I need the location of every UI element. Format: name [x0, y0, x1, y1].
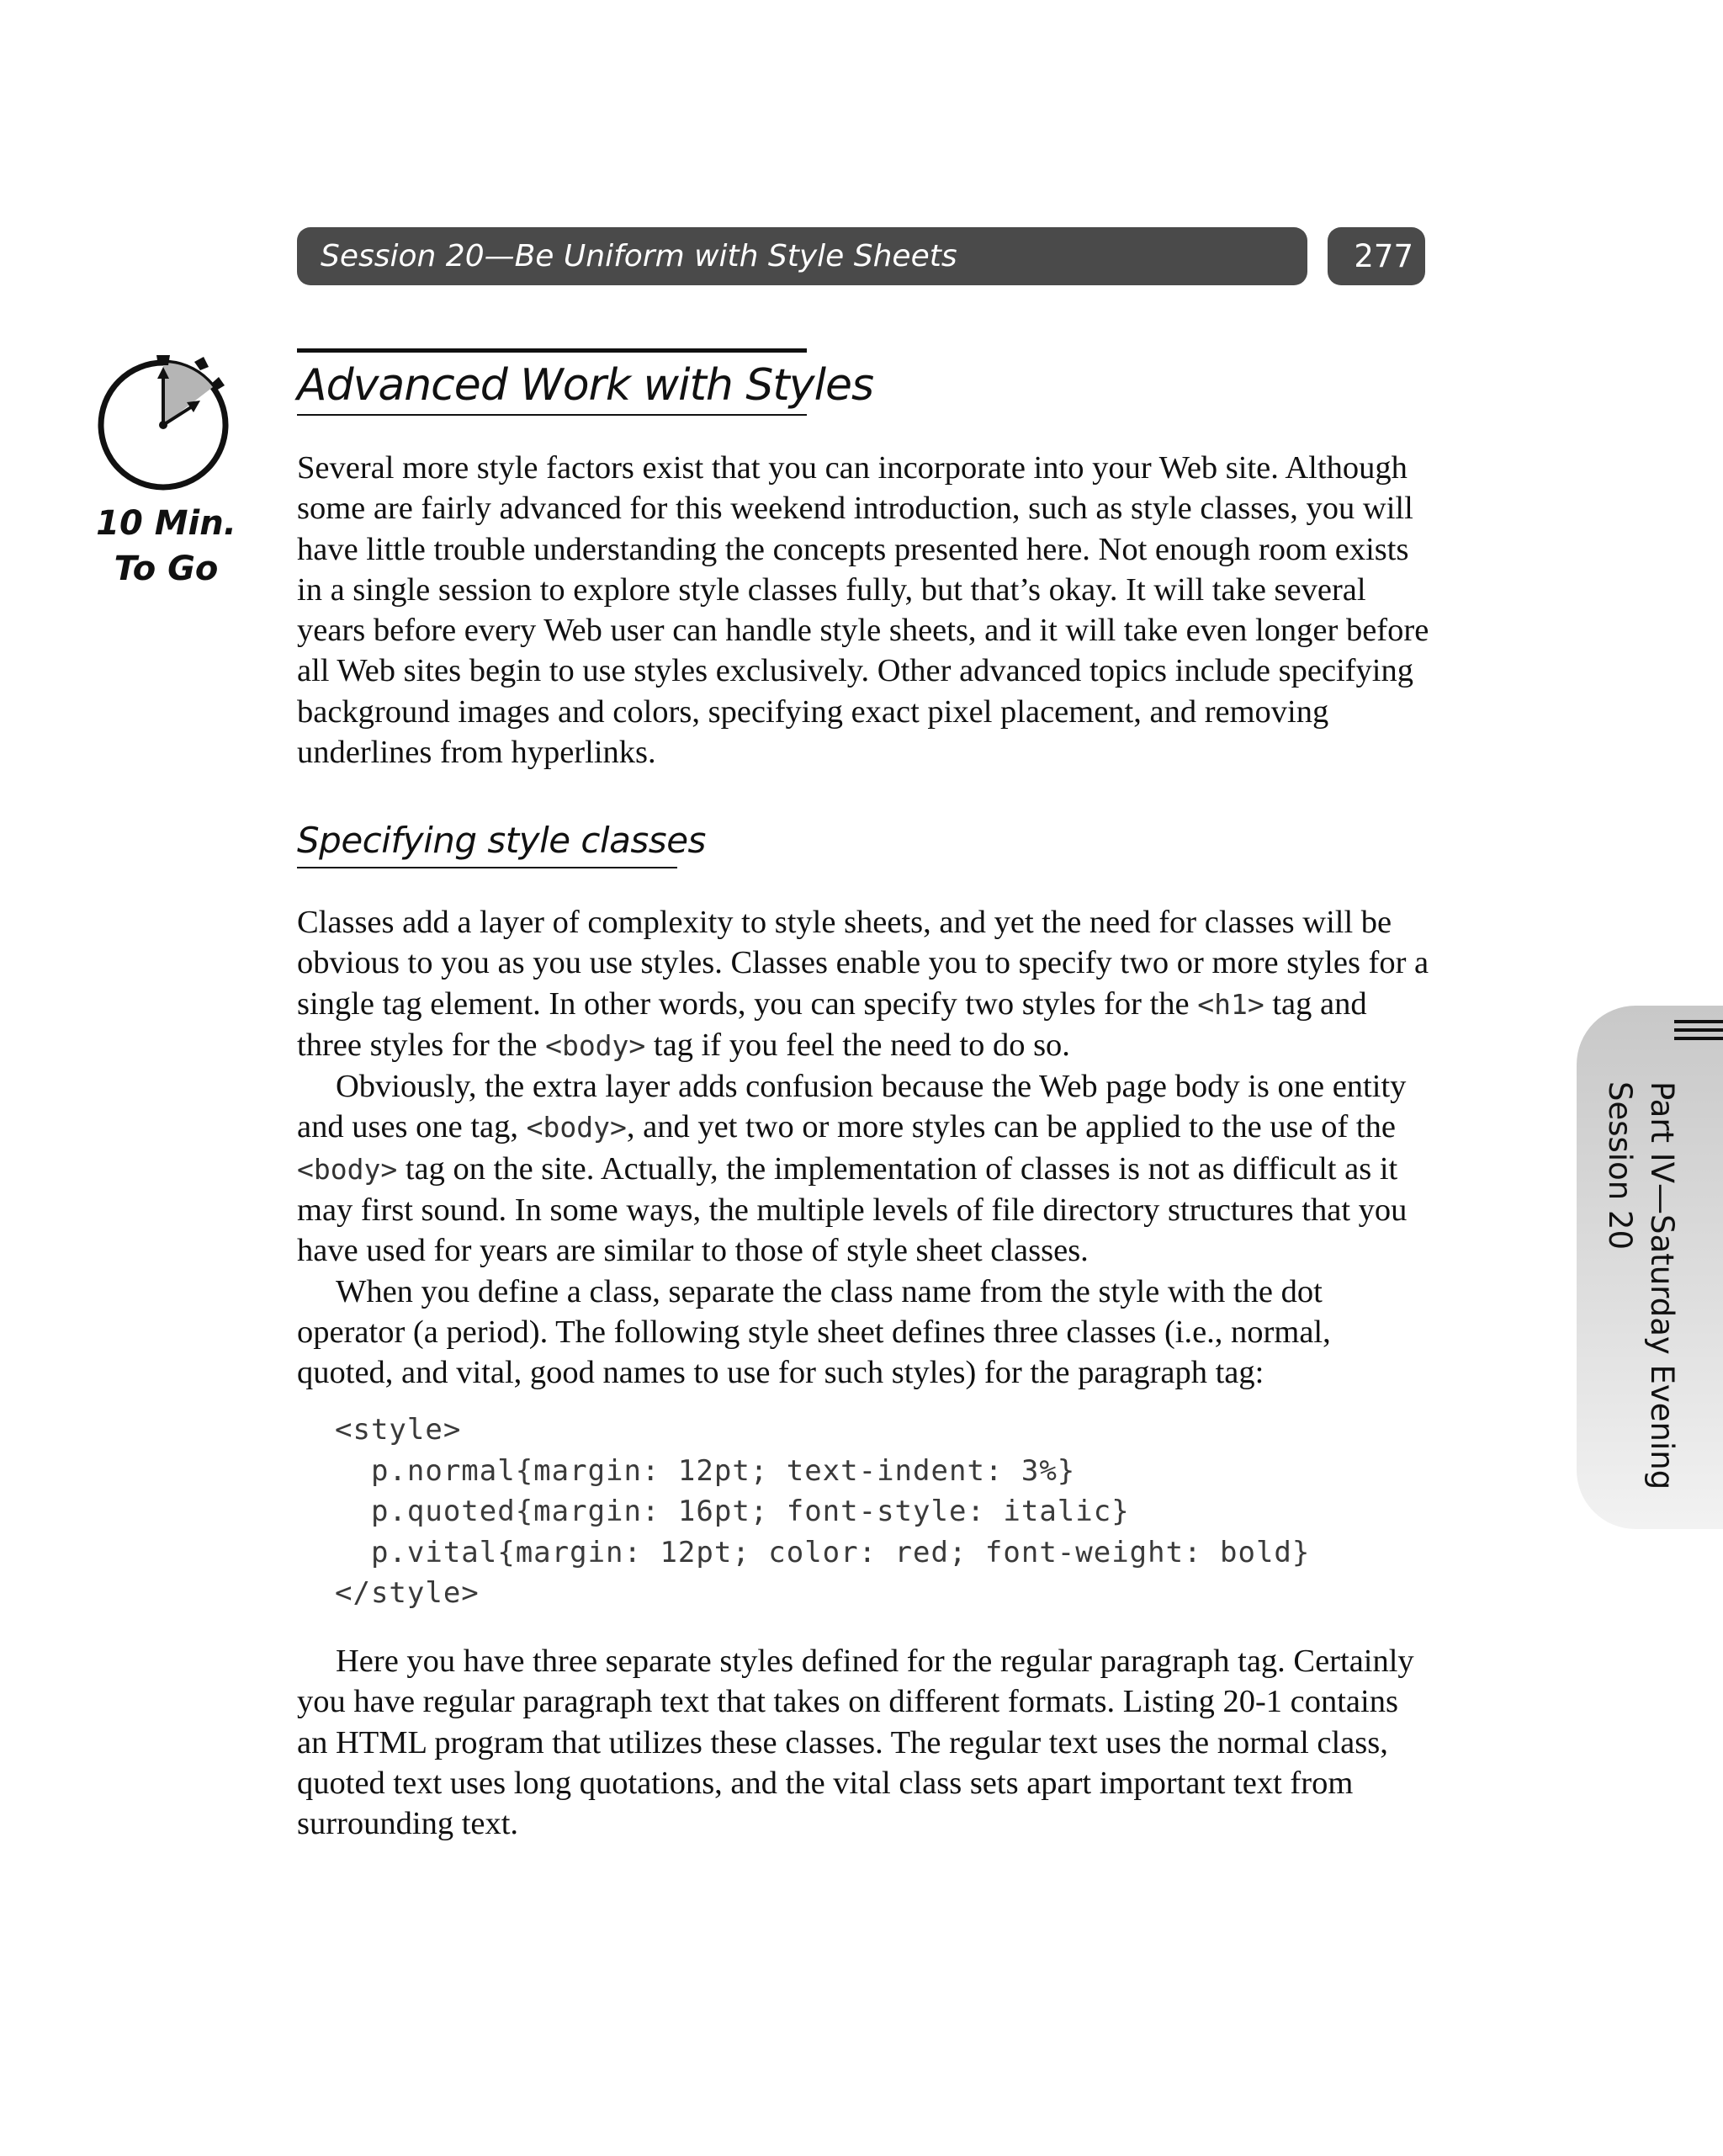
- running-header: [297, 227, 1307, 285]
- time-remaining-label: [84, 501, 248, 592]
- code-line: p.vital{margin: 12pt; color: red; font-weight: bold}: [335, 1535, 1311, 1569]
- paragraph-2-text-b: , and yet two or more styles can be applied to the use of the: [626, 1109, 1396, 1145]
- paragraph-3: When you define a class, separate the class name from the style with the dot operator (a period). The following style sheet defines three classes (i.e., normal, quoted, and vital, good names to use for such styles) for the paragraph tag:: [297, 1273, 1331, 1391]
- inline-code-body: <body>: [297, 1152, 398, 1186]
- code-line: p.normal{margin: 12pt; text-indent: 3%}: [335, 1453, 1076, 1488]
- part-label: Part IV—Saturday Evening: [1644, 1081, 1680, 1490]
- classes-body: [297, 902, 1433, 1394]
- paragraph-1: [297, 902, 1433, 1066]
- inline-code-body: <body>: [526, 1111, 627, 1144]
- paragraph-1-text-a: Classes add a layer of complexity to style sheets, and yet the need for classes will be obvious to you as you use styles. Classes enable you to specify two or more styles for a single tag element. In other words, you can specify two styles for the: [297, 905, 1429, 1022]
- code-line: </style>: [335, 1576, 480, 1610]
- intro-text: Several more style factors exist that you can incorporate into your Web site. Although some are fairly advanced for this weekend introduction, such as style classes, you will have little trouble understanding the concepts presented here. Not enough room exists in a single session to explore style classes fully, but that’s okay. It will take several years before every Web user can handle style sheets, and it will take even longer before all Web sites begin to use styles exclusively. Other advanced topics include specifying background images and colors, specifying exact pixel placement, and removing underlines from hyperlinks.: [297, 450, 1429, 771]
- paragraph-2-text-c: tag on the site. Actually, the implementation of classes is not as difficult as it may first sound. In some ways, the multiple levels of file directory structures that you have used for years are similar to those of style sheet classes.: [297, 1150, 1408, 1269]
- stopwatch-icon: [93, 345, 236, 492]
- time-remaining-line-2: To Go: [114, 550, 219, 588]
- part-session-label: [1573, 1081, 1683, 1490]
- intro-paragraph: [297, 448, 1433, 773]
- code-listing: [335, 1410, 1311, 1614]
- session-label: Session 20: [1602, 1081, 1638, 1251]
- code-line: <style>: [335, 1413, 462, 1447]
- session-title: Session 20—Be Uniform with Style Sheets: [321, 239, 957, 273]
- paragraph-2: [297, 1066, 1433, 1271]
- section-heading: Advanced Work with Styles: [297, 348, 807, 416]
- paragraph-4: Here you have three separate styles defined for the regular paragraph tag. Certainly you have regular paragraph text that takes on different formats. Listing 20-1 contains an HTML program that utilizes these classes. The regular text uses the normal class, quoted text uses long quotations, and the vital class sets apart important text from surrounding text.: [297, 1644, 1414, 1842]
- page-number: [1328, 227, 1425, 285]
- paragraph-1-text-b: tag and three styles for the: [297, 985, 1367, 1063]
- time-remaining-line-1: 10 Min.: [96, 504, 236, 543]
- closing-paragraph: [297, 1641, 1433, 1844]
- inline-code-h1: <h1>: [1197, 987, 1264, 1021]
- tab-marker-lines: [1674, 1020, 1723, 1049]
- paragraph-1-text-c: tag if you feel the need to do so.: [645, 1027, 1070, 1063]
- page-number-text: 277: [1354, 238, 1413, 274]
- paragraph-2-text-a: Obviously, the extra layer adds confusion because the Web page body is one entity and uses one tag,: [297, 1069, 1407, 1145]
- code-line: p.quoted{margin: 16pt; font-style: italic}: [335, 1495, 1130, 1528]
- subsection-heading: Specifying style classes: [297, 816, 677, 868]
- inline-code-body: <body>: [545, 1028, 646, 1062]
